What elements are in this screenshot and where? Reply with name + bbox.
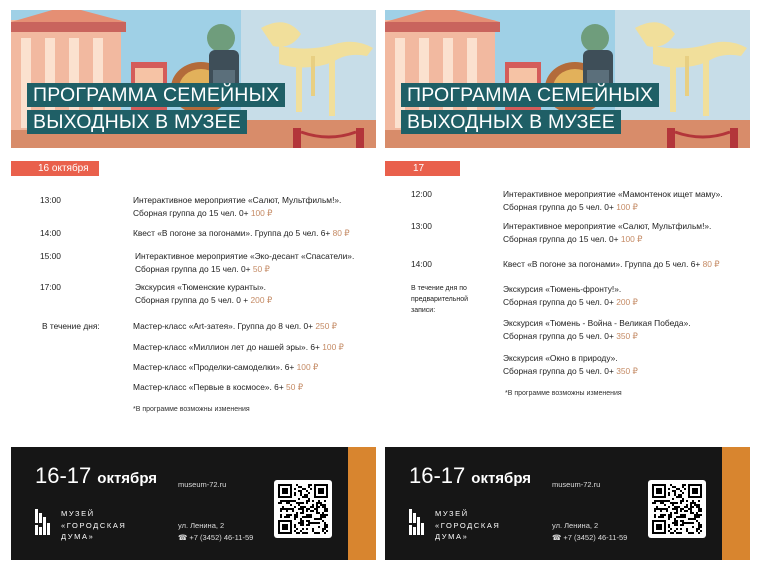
excursion-title: Экскурсия «Тюмень-фронту!». <box>503 284 622 294</box>
footer-month: октября <box>471 470 532 487</box>
event-time: 17:00 <box>40 282 61 292</box>
museum-name-line-1: МУЗЕЙ <box>435 509 469 518</box>
event-group: Сборная группа до 15 чел. 0+ <box>135 263 251 274</box>
excursion-group: Сборная группа до 5 чел. 0+ <box>503 330 614 341</box>
event-group: Сборная группа до 15 чел. 0+ <box>133 207 249 218</box>
banner-title-line-1: ПРОГРАММА СЕМЕЙНЫХ <box>27 83 285 107</box>
qr-code-icon <box>652 484 702 534</box>
event-details <box>503 201 723 214</box>
event-price: 80 ₽ <box>332 228 350 238</box>
event-details <box>135 263 354 276</box>
contact-info <box>178 520 253 544</box>
event-description <box>503 188 723 213</box>
footer <box>385 447 750 560</box>
workshop-text: Мастер-класс «Проделки-самоделки». 6+ <box>133 362 295 372</box>
excursion <box>503 317 691 342</box>
museum-name <box>61 508 126 543</box>
footer <box>11 447 376 560</box>
phone[interactable]: ☎ +7 (3452) 46-11-59 <box>552 533 628 542</box>
event-details <box>133 207 341 220</box>
workshop-price: 100 ₽ <box>322 342 344 352</box>
event-time: 15:00 <box>40 251 61 261</box>
workshop-price: 100 ₽ <box>296 362 319 372</box>
event-description <box>135 250 354 275</box>
changes-note: *В программе возможны изменения <box>133 406 250 413</box>
event-description <box>133 194 341 219</box>
event-price: 100 ₽ <box>250 207 273 218</box>
event-time: 13:00 <box>40 195 61 205</box>
event-price: 200 ₽ <box>250 294 273 305</box>
workshop <box>133 361 318 374</box>
event-group: Сборная группа до 5 чел. 0+ <box>503 201 614 212</box>
during-day-label-line-1: В течение дня по <box>411 285 467 292</box>
address: ул. Ленина, 2 <box>552 521 599 530</box>
banner-title-line-1: ПРОГРАММА СЕМЕЙНЫХ <box>401 83 659 107</box>
museum-name-line-2: «ГОРОДСКАЯ <box>61 520 127 530</box>
event-group: Сборная группа до 5 чел. 0 + <box>135 294 249 305</box>
event-price: 100 ₽ <box>616 201 638 212</box>
during-day-label-line-2: предварительной <box>411 296 469 303</box>
website-link[interactable]: museum-72.ru <box>552 480 601 489</box>
banner-title <box>27 83 285 134</box>
excursion-title: Экскурсия «Тюмень - Война - Великая Победа». <box>503 318 691 328</box>
qr-code <box>648 480 706 538</box>
event-title <box>133 227 350 240</box>
date-tab: 16 октября <box>11 161 99 176</box>
excursion-price: 350 ₽ <box>616 330 638 341</box>
workshop-text: Мастер-класс «Миллион лет до нашей эры». 6+ <box>133 342 320 352</box>
orange-decor-strip <box>348 447 376 560</box>
excursion-details <box>503 365 638 378</box>
event-text: Квест «В погоне за погонами». Группа до 5 чел. 6+ <box>133 228 331 238</box>
excursion-details <box>503 296 638 309</box>
event-description <box>503 258 720 271</box>
banner-title-line-2: ВЫХОДНЫХ В МУЗЕЕ <box>27 110 247 134</box>
address: ул. Ленина, 2 <box>178 521 225 530</box>
event-description <box>135 281 272 306</box>
event-title: Интерактивное мероприятие «Эко-десант «Спасатели». <box>135 251 355 261</box>
during-day-label-line-3: записи: <box>411 307 436 314</box>
orange-decor-strip <box>722 447 750 560</box>
footer-dates <box>35 463 157 489</box>
event-text: Квест «В погоне за погонами». Группа до 5 чел. 6+ <box>503 259 701 269</box>
workshop-text: Мастер-класс «Art-затея». Группа до 8 чел. 0+ <box>133 321 314 331</box>
footer-month: октября <box>97 470 158 487</box>
event-title: Интерактивное мероприятие «Мамонтенок ищет маму». <box>503 189 723 199</box>
museum-name <box>435 508 500 543</box>
excursion-price: 350 ₽ <box>616 365 638 376</box>
event-details <box>503 233 711 246</box>
event-title: Интерактивное мероприятие «Салют, Мультфильм!». <box>503 221 712 231</box>
excursion-title: Экскурсия «Окно в природу». <box>503 353 618 363</box>
excursion <box>503 352 638 377</box>
contact-info <box>552 520 627 544</box>
event-price: 80 ₽ <box>702 259 720 269</box>
excursion-price: 200 ₽ <box>616 296 638 307</box>
during-day-label <box>411 283 468 316</box>
workshop-price: 50 ₽ <box>286 382 304 392</box>
poster-17-october <box>385 10 750 560</box>
qr-code <box>274 480 332 538</box>
event-price: 100 ₽ <box>620 233 643 244</box>
qr-code-icon <box>278 484 328 534</box>
event-title: Интерактивное мероприятие «Салют, Мультфильм!». <box>133 195 342 205</box>
event-description <box>503 220 711 245</box>
excursion <box>503 283 638 308</box>
event-time: 14:00 <box>40 228 61 238</box>
event-details <box>135 294 272 307</box>
phone[interactable]: ☎ +7 (3452) 46-11-59 <box>178 533 254 542</box>
excursion-details <box>503 330 691 343</box>
museum-name-line-3: ДУМА» <box>61 532 95 541</box>
banner-title-line-2: ВЫХОДНЫХ В МУЗЕЕ <box>401 110 621 134</box>
workshop <box>133 320 337 333</box>
workshop-price: 250 ₽ <box>315 321 338 331</box>
website-link[interactable]: museum-72.ru <box>178 480 227 489</box>
event-title: Экскурсия «Тюменские куранты». <box>135 282 266 292</box>
poster-16-october <box>11 10 376 560</box>
event-time: 14:00 <box>411 259 432 269</box>
museum-name-line-2: «ГОРОДСКАЯ <box>435 520 501 530</box>
banner-title <box>401 83 659 134</box>
changes-note: *В программе возможны изменения <box>505 390 622 397</box>
footer-dates <box>409 463 531 489</box>
date-tab: 17 октября <box>385 161 460 176</box>
workshop <box>133 381 303 394</box>
excursion-group: Сборная группа до 5 чел. 0+ <box>503 365 614 376</box>
workshop-text: Мастер-класс «Первые в космосе». 6+ <box>133 382 284 392</box>
museum-name-line-3: ДУМА» <box>435 532 469 541</box>
event-price: 50 ₽ <box>252 263 270 274</box>
during-day-label: В течение дня: <box>42 321 100 331</box>
footer-date-range: 16-17 <box>409 463 466 488</box>
banner <box>11 10 376 148</box>
event-time: 13:00 <box>411 221 432 231</box>
excursion-group: Сборная группа до 5 чел. 0+ <box>503 296 614 307</box>
workshop <box>133 341 344 354</box>
museum-name-line-1: МУЗЕЙ <box>61 509 95 518</box>
event-description <box>133 227 350 240</box>
event-time: 12:00 <box>411 189 432 199</box>
footer-date-range: 16-17 <box>35 463 92 488</box>
banner <box>385 10 750 148</box>
event-group: Сборная группа до 15 чел. 0+ <box>503 233 619 244</box>
